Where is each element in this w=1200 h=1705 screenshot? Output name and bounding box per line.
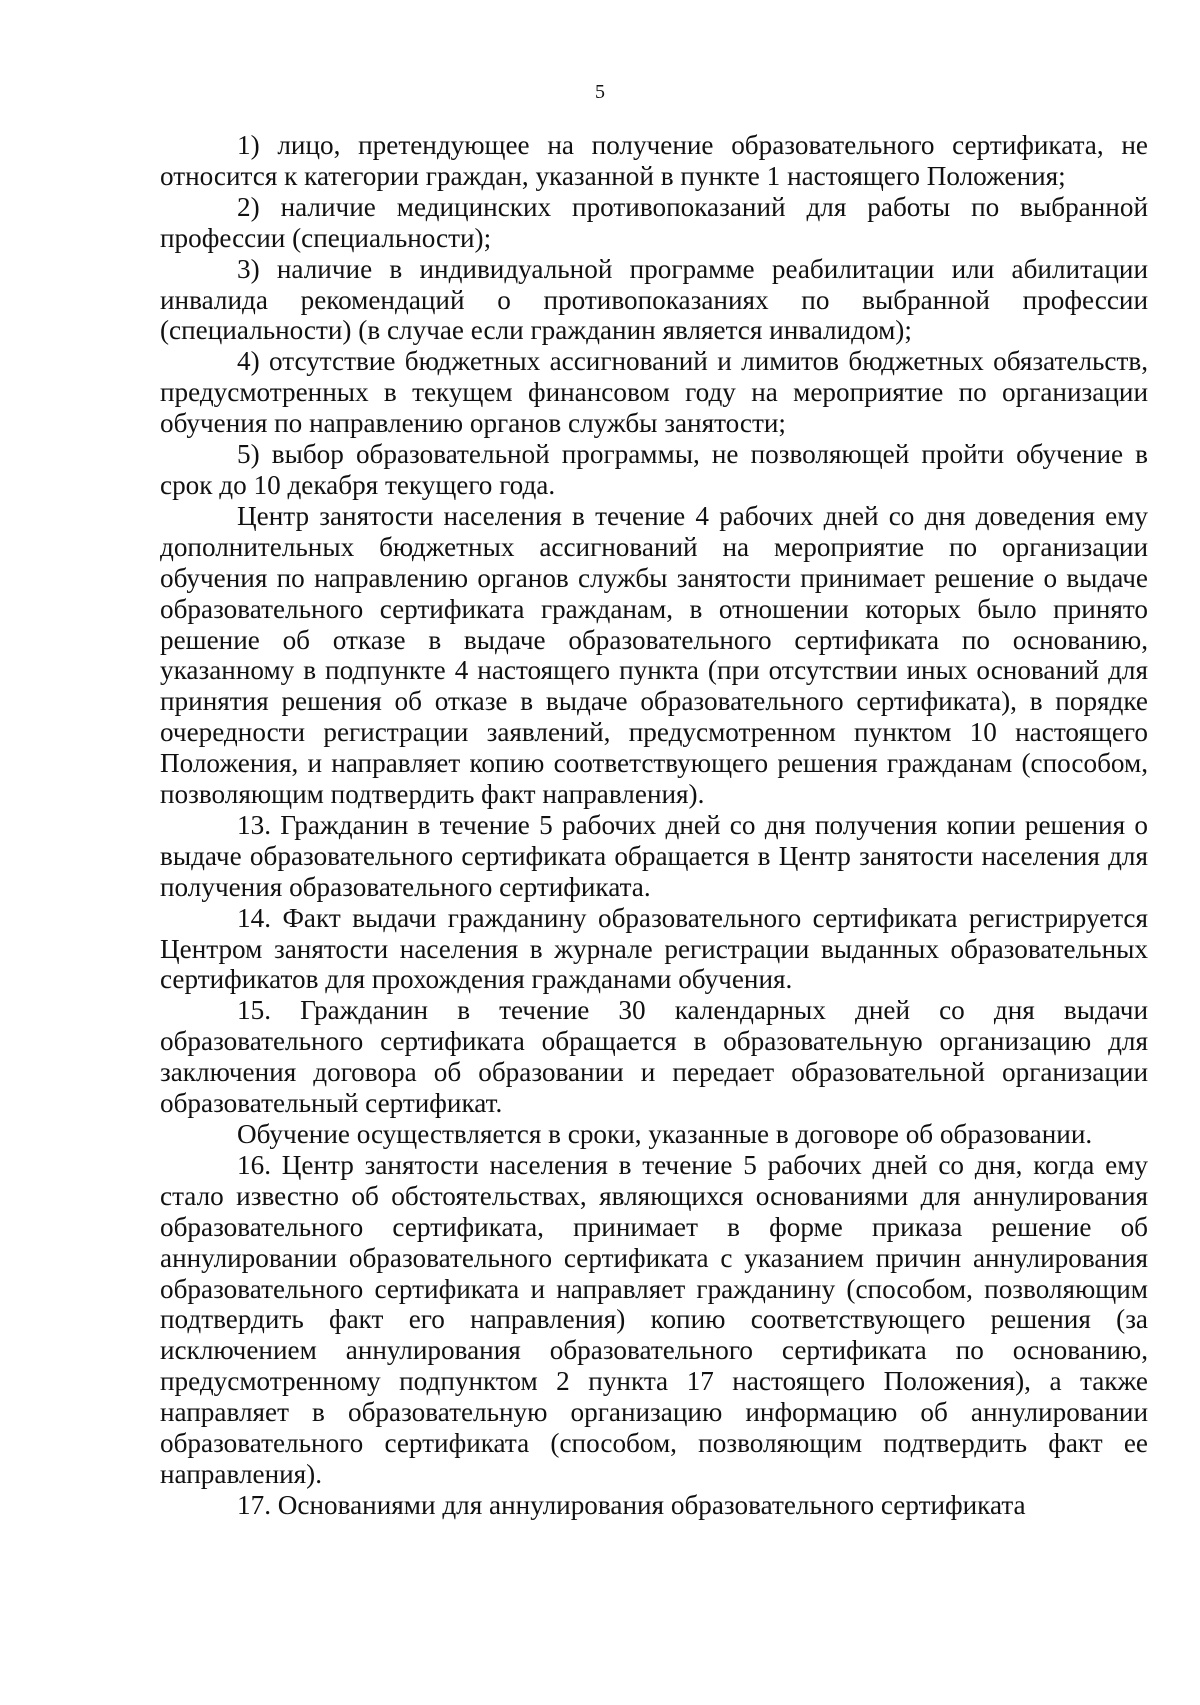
list-item-3: 3) наличие в индивидуальной программе реабилитации или абилитации инвалида рекомендаций о противопоказаниях по выбранной профессии (специальности) (в случае если гражданин является инвалидом); (160, 253, 1148, 346)
clause-16: 16. Центр занятости населения в течение 5 рабочих дней со дня, когда ему стало известно об обстоятельствах, являющихся основаниями для аннулирования образовательного сертификата, принимает в форме приказа решение об аннулировании образовательного сертификата с указанием причин аннулирования образовательного сертификата и направляет гражданину (способом, позволяющим подтвердить факт его направления) копию соответствующего решения (за исключением аннулирования образовательного сертификата по основанию, предусмотренному подпунктом 2 пункта 17 настоящего Положения), а также направляет в образовательную организацию информацию об аннулировании образовательного сертификата (способом, позволяющим подтвердить факт ее направления). (160, 1149, 1148, 1489)
list-item-1: 1) лицо, претендующее на получение образовательного сертификата, не относится к категории граждан, указанной в пункте 1 настоящего Положения; (160, 130, 1148, 191)
clause-17: 17. Основаниями для аннулирования образовательного сертификата (237, 1489, 1026, 1520)
page-number: 5 (595, 81, 605, 103)
clause-15: 15. Гражданин в течение 30 календарных дней со дня выдачи образовательного сертификата обращается в образовательную организацию для заключения договора об образовании и передает образовательной организации образовательный сертификат. (160, 995, 1148, 1119)
list-item-4: 4) отсутствие бюджетных ассигнований и лимитов бюджетных обязательств, предусмотренных в текущем финансовом году на мероприятие по организации обучения по направлению органов службы занятости; (160, 346, 1148, 439)
document-body (160, 130, 1148, 1521)
list-item-5: 5) выбор образовательной программы, не позволяющей пройти обучение в срок до 10 декабря текущего года. (160, 439, 1148, 500)
paragraph-employment-center-decision: Центр занятости населения в течение 4 рабочих дней со дня доведения ему дополнительных бюджетных ассигнований на мероприятие по организации обучения по направлению органов службы занятости принимает решение о выдаче образовательного сертификата гражданам, в отношении которых было принято решение об отказе в выдаче образовательного сертификата по основанию, указанному в подпункте 4 настоящего пункта (при отсутствии иных оснований для принятия решения об отказе в выдаче образовательного сертификата), в порядке очередности регистрации заявлений, предусмотренном пунктом 10 настоящего Положения, и направляет копию соответствующего решения гражданам (способом, позволяющим подтвердить факт направления). (160, 500, 1148, 810)
list-item-2: 2) наличие медицинских противопоказаний для работы по выбранной профессии (специальности); (160, 191, 1148, 253)
clause-14: 14. Факт выдачи гражданину образовательного сертификата регистрируется Центром занятости населения в журнале регистрации выданных образовательных сертификатов для прохождения гражданами обучения. (160, 902, 1148, 995)
paragraph-training-terms: Обучение осуществляется в сроки, указанные в договоре об образовании. (237, 1119, 1093, 1149)
clause-13: 13. Гражданин в течение 5 рабочих дней со дня получения копии решения о выдаче образовательного сертификата обращается в Центр занятости населения для получения образовательного сертификата. (160, 809, 1148, 902)
